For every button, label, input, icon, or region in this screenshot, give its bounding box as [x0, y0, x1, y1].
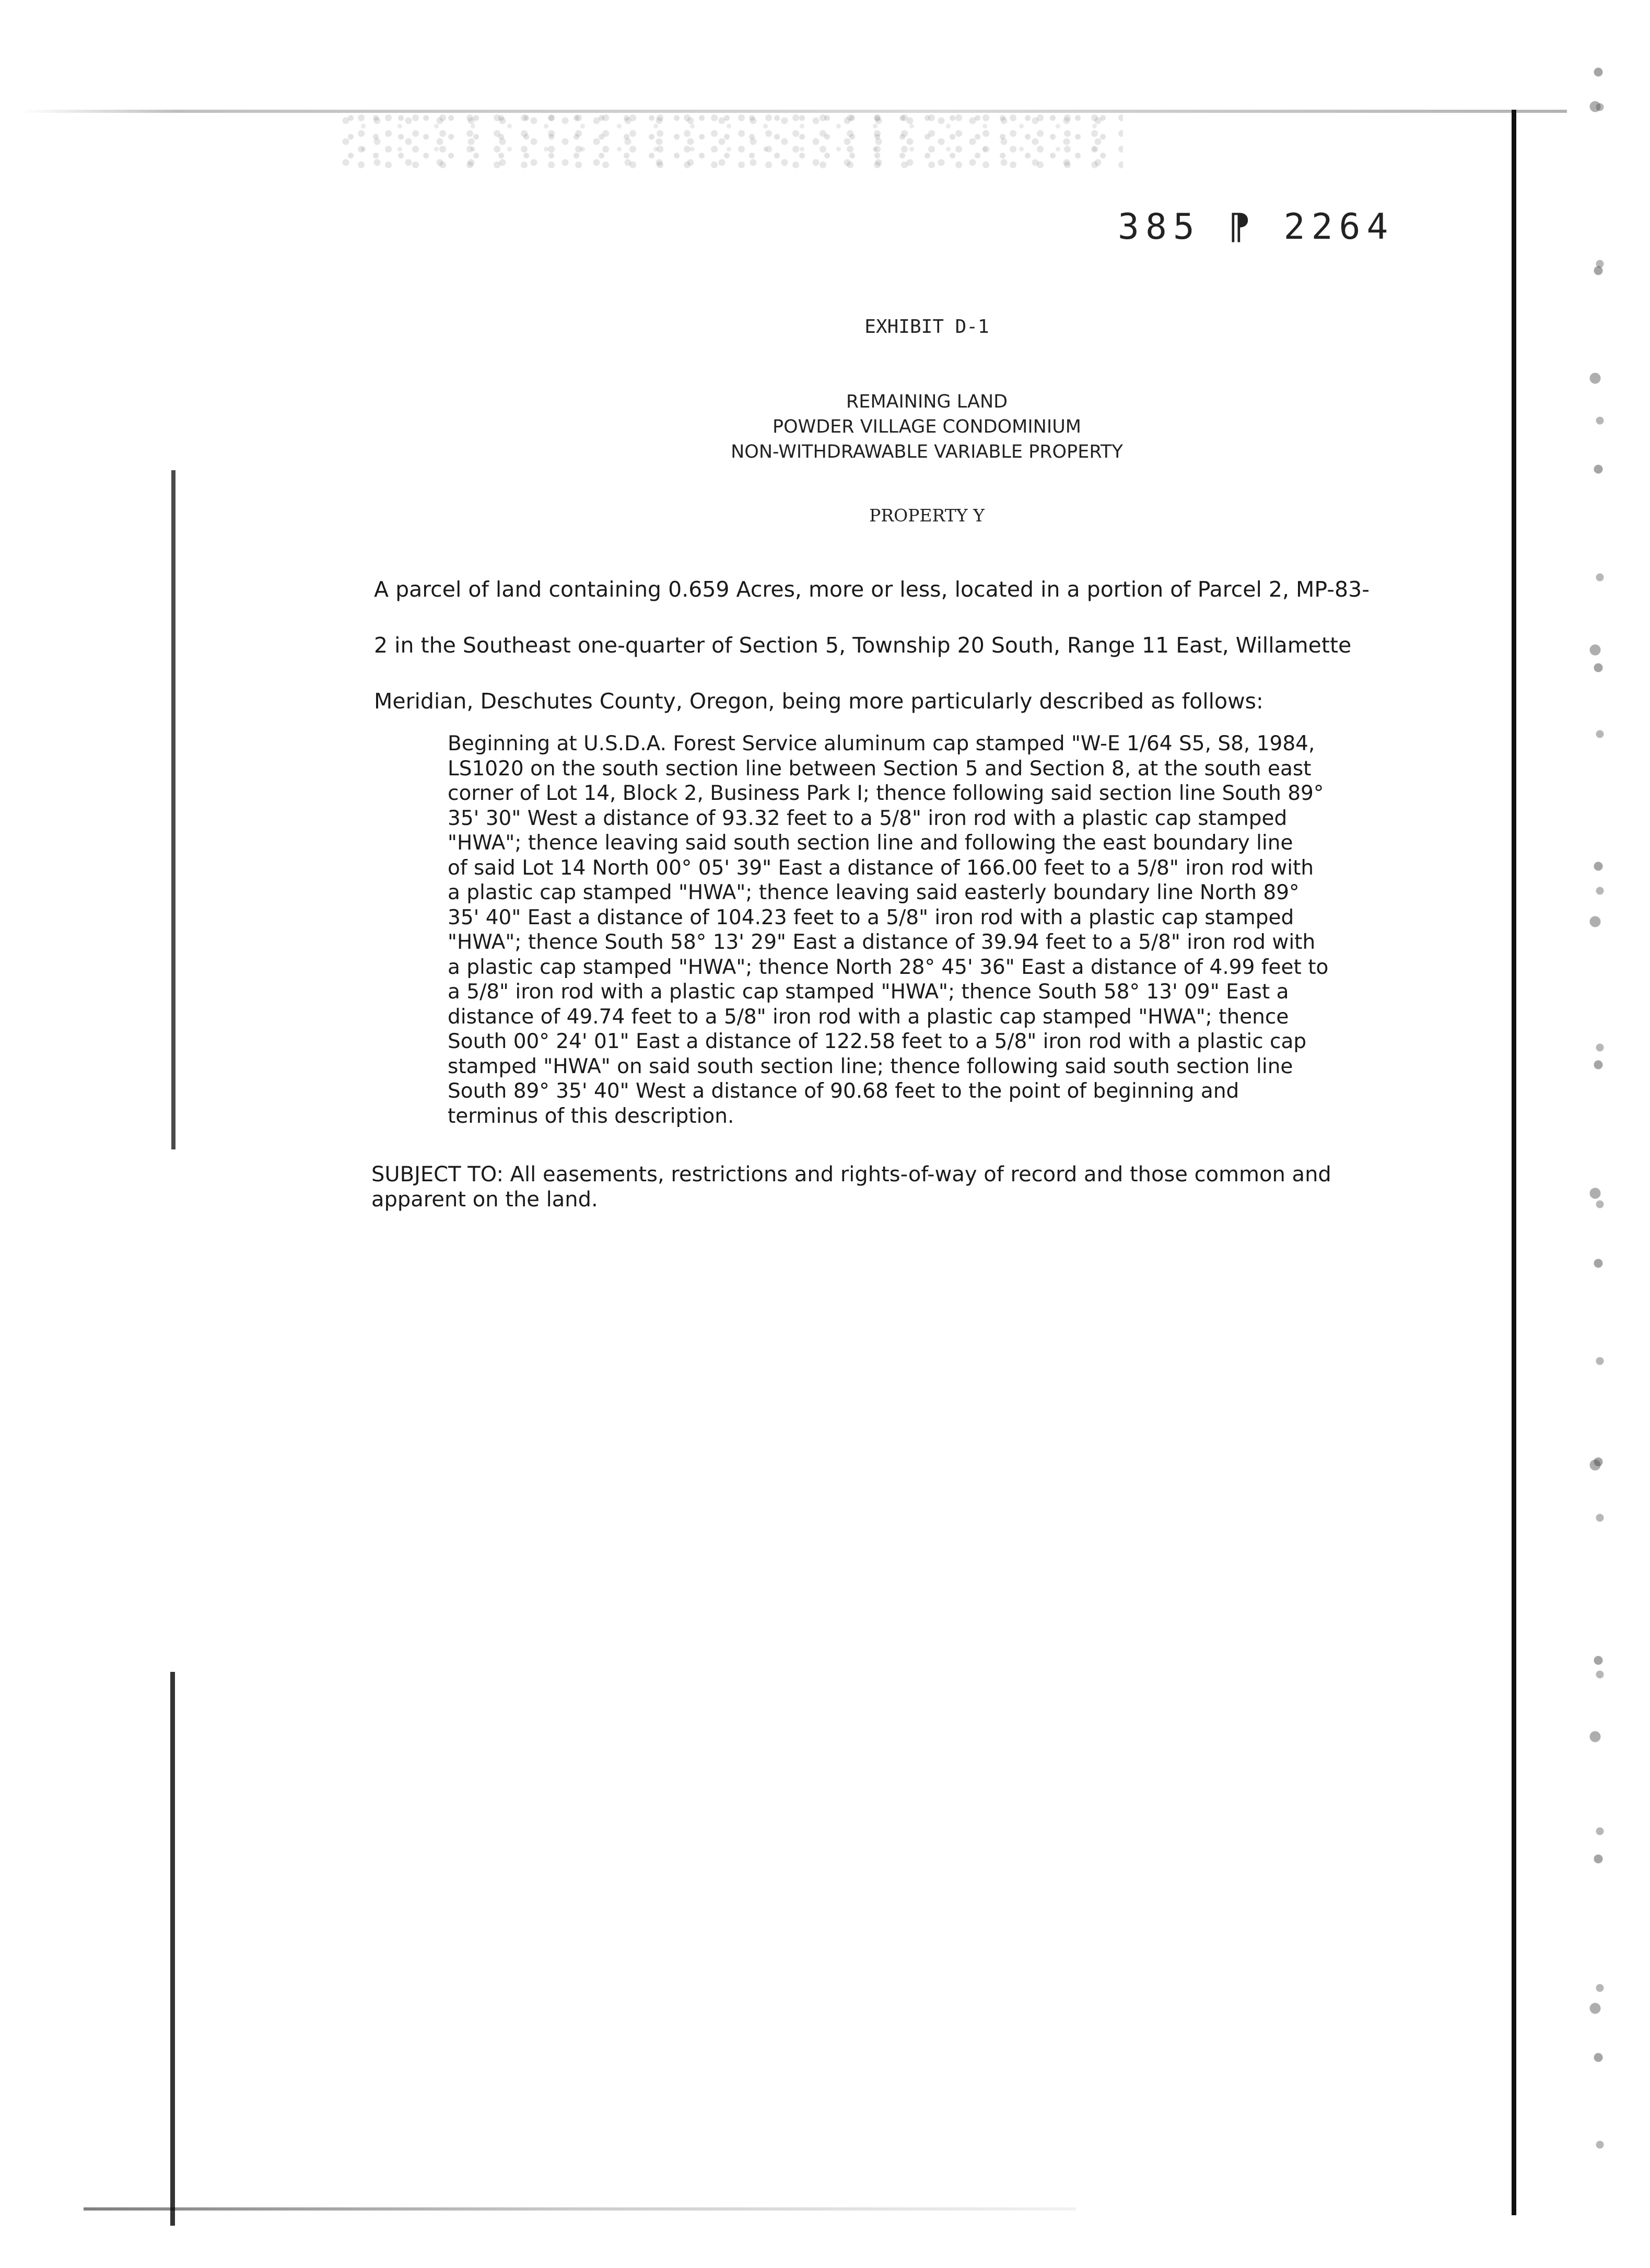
intro-line: Meridian, Deschutes County, Oregon, being more particularly described as follows: [374, 689, 1263, 714]
description-line: "HWA"; thence leaving said south section line and following the east boundary line [448, 831, 1293, 855]
description-line: LS1020 on the south section line between Section 5 and Section 8, at the south east [448, 757, 1312, 781]
description-line: South 00° 24' 01" East a distance of 122.58 feet to a 5/8" iron rod with a plastic cap [448, 1030, 1307, 1053]
description-line: corner of Lot 14, Block 2, Business Park I; thence following said section line South 89° [448, 782, 1324, 805]
heading-line-2: POWDER VILLAGE CONDOMINIUM [772, 416, 1082, 437]
subject-line: SUBJECT TO: All easements, restrictions and rights-of-way of record and those common and [371, 1162, 1331, 1187]
page-number: 385 ⁋ 2264 [1118, 206, 1395, 248]
description-line: stamped "HWA" on said south section line; thence following said south section line [448, 1054, 1293, 1078]
legal-description [448, 731, 1329, 1129]
heading-line-3: NON-WITHDRAWABLE VARIABLE PROPERTY [731, 441, 1123, 462]
exhibit-label: EXHIBIT D-1 [864, 316, 989, 338]
description-line: a 5/8" iron rod with a plastic cap stamped "HWA"; thence South 58° 13' 09" East a [448, 980, 1289, 1004]
scan-noise [340, 112, 1123, 170]
scan-left-margin-mark [171, 470, 175, 1149]
description-line: of said Lot 14 North 00° 05' 39" East a distance of 166.00 feet to a 5/8" iron rod with [448, 856, 1314, 880]
description-line: South 89° 35' 40" West a distance of 90.68 feet to the point of beginning and [448, 1079, 1239, 1103]
description-line: a plastic cap stamped "HWA"; thence leaving said easterly boundary line North 89° [448, 881, 1300, 904]
subject-line: apparent on the land. [371, 1188, 598, 1212]
description-line: distance of 49.74 feet to a 5/8" iron rod with a plastic cap stamped "HWA"; thence [448, 1005, 1289, 1029]
scan-bottom-edge [84, 2207, 1076, 2211]
heading-line-1: REMAINING LAND [846, 391, 1008, 412]
scan-left-margin-mark-lower [170, 1672, 175, 2226]
intro-line: A parcel of land containing 0.659 Acres, more or less, located in a portion of Parcel 2, MP-83- [374, 577, 1370, 602]
description-line: terminus of this description. [448, 1104, 734, 1128]
description-line: Beginning at U.S.D.A. Forest Service aluminum cap stamped "W-E 1/64 S5, S8, 1984, [448, 732, 1315, 755]
description-line: 35' 30" West a distance of 93.32 feet to a 5/8" iron rod with a plastic cap stamped [448, 806, 1288, 830]
intro-line: 2 in the Southeast one-quarter of Section 5, Township 20 South, Range 11 East, Willamette [374, 633, 1352, 658]
description-line: 35' 40" East a distance of 104.23 feet to a 5/8" iron rod with a plastic cap stamped [448, 905, 1294, 929]
subject-to-paragraph [371, 1162, 1332, 1212]
document-heading [0, 389, 1650, 464]
property-label: PROPERTY Y [869, 505, 985, 526]
description-line: a plastic cap stamped "HWA"; thence North 28° 45' 36" East a distance of 4.99 feet to [448, 955, 1329, 979]
description-line: "HWA"; thence South 58° 13' 29" East a distance of 39.94 feet to a 5/8" iron rod with [448, 931, 1316, 954]
intro-paragraph [374, 562, 1370, 729]
scan-right-edge-specks [1583, 52, 1614, 2220]
